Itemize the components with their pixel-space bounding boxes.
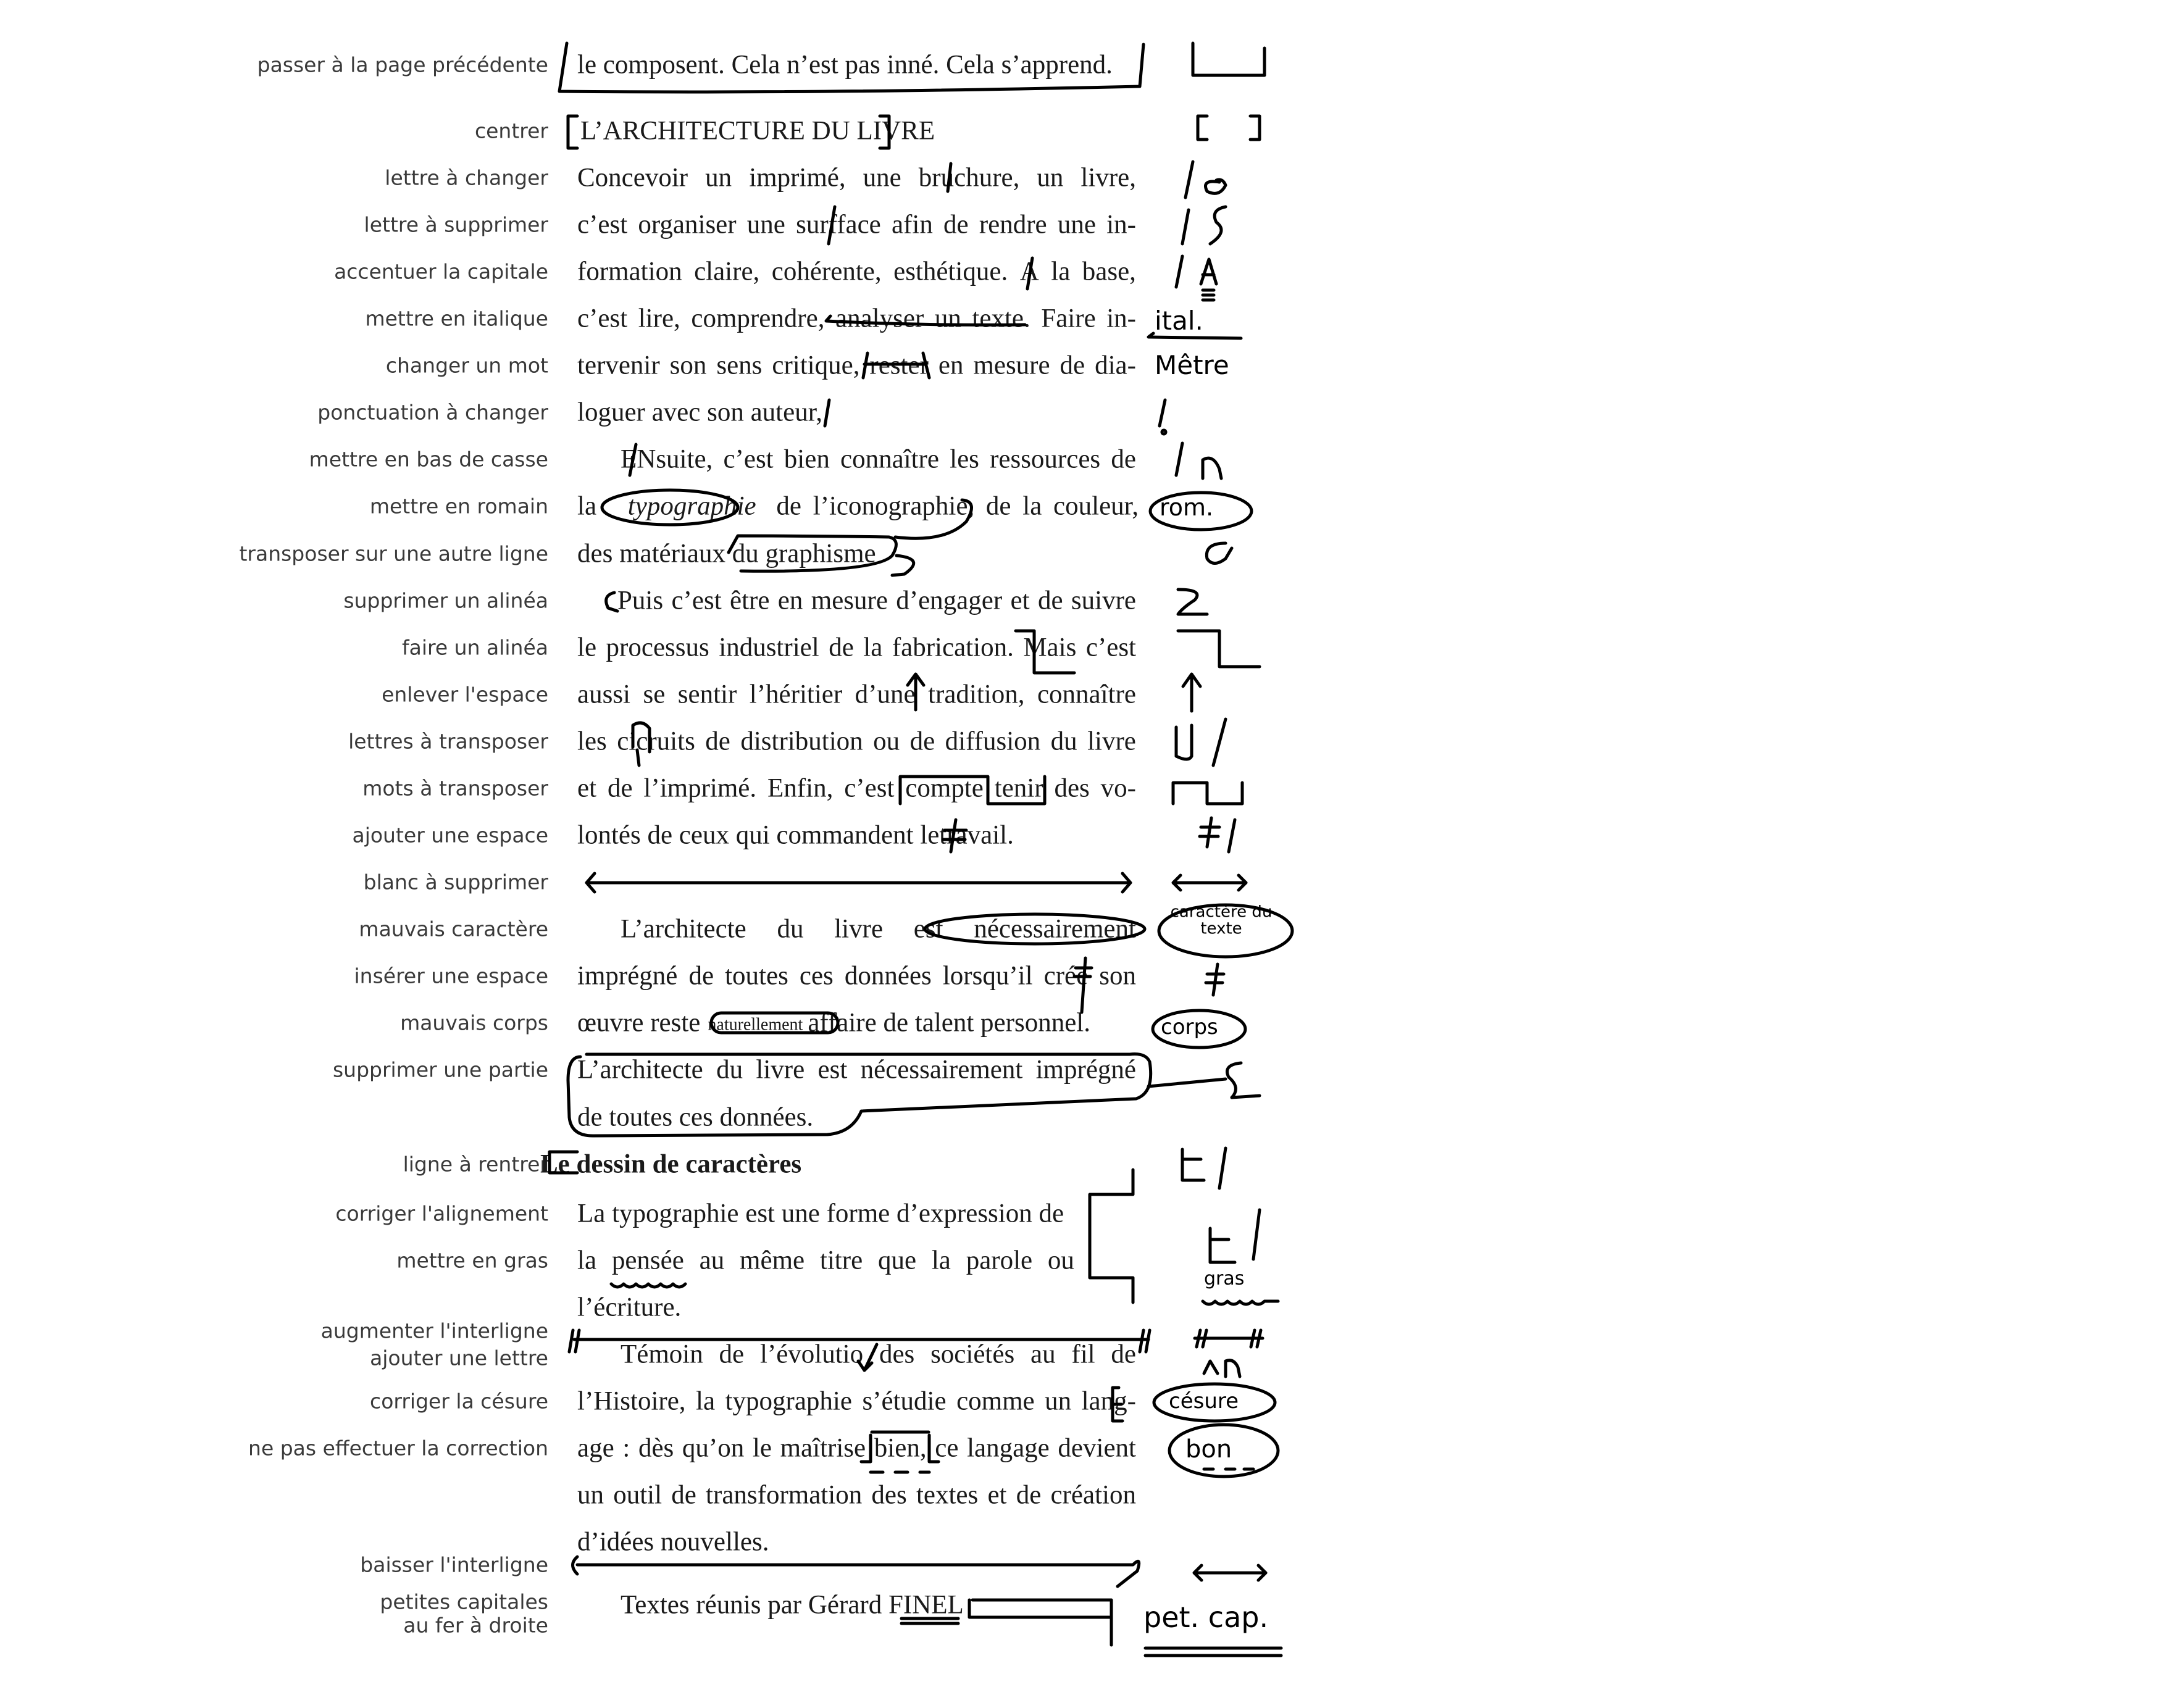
word: que: [877, 1246, 917, 1275]
chapter-title: L’ARCHITECTURE DU LIVRE: [580, 116, 935, 146]
mark-label: ne pas effectuer la correction: [248, 1436, 548, 1460]
word: claire,: [694, 257, 760, 286]
margin-note-cesure: césure: [1169, 1389, 1239, 1414]
word: de: [607, 773, 633, 803]
word: et: [577, 773, 597, 803]
text-line: loguer avec son auteur,: [577, 398, 823, 427]
credit-line: Textes réunis par Gérard FINEL: [621, 1590, 964, 1620]
mark-label: au fer à droite: [403, 1613, 548, 1638]
word: Mais: [1023, 633, 1077, 662]
word: in-: [1106, 210, 1136, 240]
text-fragment: affaire de talent personnel.: [808, 1008, 1090, 1038]
word: A: [1019, 257, 1039, 286]
text-line: [577, 1248, 1074, 1274]
mark-label: mettre en gras: [396, 1248, 548, 1273]
word: Faire: [1041, 304, 1096, 333]
word: un: [1045, 1386, 1072, 1416]
word: age: [577, 1433, 614, 1463]
word: aussi: [577, 680, 630, 709]
word: maîtrise: [780, 1433, 866, 1463]
mark-label: passer à la page précédente: [257, 52, 548, 77]
word: ce: [935, 1433, 959, 1463]
word: diffusion: [945, 727, 1041, 756]
margin-note-rom: rom.: [1160, 494, 1214, 521]
text-line: d’idées nouvelles.: [577, 1527, 769, 1557]
word: la: [696, 1386, 716, 1416]
mark-label: petites capitales: [380, 1589, 548, 1614]
word: imprégné: [577, 961, 678, 991]
mark-label: blanc à supprimer: [363, 870, 548, 894]
text-line: [577, 681, 1136, 708]
text-fragment: la: [577, 491, 597, 521]
mark-label: corriger l'alignement: [335, 1201, 548, 1226]
mark-label: corriger la césure: [370, 1389, 548, 1414]
word: tenir: [994, 773, 1043, 803]
word: la: [863, 633, 883, 662]
word: crée: [1043, 961, 1089, 991]
word: rendre: [979, 210, 1047, 240]
word: livre: [756, 1055, 805, 1085]
word: imprégné: [1035, 1055, 1136, 1085]
word: dès: [638, 1433, 674, 1463]
word: nécessairement: [974, 914, 1136, 944]
word: formation: [577, 257, 682, 286]
word: livre,: [1080, 163, 1136, 193]
word: l’évolutio: [759, 1339, 864, 1369]
word: dia-: [1095, 351, 1136, 380]
margin-note-corps: corps: [1161, 1015, 1218, 1039]
word: de: [829, 633, 854, 662]
word: toutes: [725, 961, 788, 991]
word: ENsuite,: [621, 444, 713, 474]
margin-note-bon: bon: [1185, 1435, 1232, 1464]
word: imprimé,: [749, 163, 846, 193]
mark-label: mettre en italique: [365, 306, 548, 331]
word: :: [622, 1433, 630, 1463]
mark-label: supprimer une partie: [332, 1057, 548, 1082]
word: cohérente,: [771, 257, 882, 286]
word: la: [1051, 257, 1071, 286]
text-line: [577, 1388, 1136, 1415]
mark-label: mots à transposer: [362, 776, 548, 801]
mark-label: lettres à transposer: [348, 729, 548, 754]
word: de: [1060, 351, 1085, 380]
text-line: [577, 446, 1136, 473]
word: c’est: [844, 773, 895, 803]
word: de: [1016, 1480, 1042, 1510]
word: se: [643, 680, 666, 709]
word: bien: [784, 444, 830, 474]
word: compte: [905, 773, 984, 803]
word: livre: [1087, 727, 1136, 756]
word: industriel: [719, 633, 819, 662]
word: au: [1030, 1339, 1056, 1369]
word: comprendre,: [691, 304, 825, 333]
word: le: [577, 633, 597, 662]
word: le: [752, 1433, 772, 1463]
small-word: naturellement: [708, 1015, 803, 1035]
word: mesure: [973, 351, 1050, 380]
word: base,: [1082, 257, 1136, 286]
word: l’héritier: [749, 680, 843, 709]
word: son: [669, 351, 707, 380]
word: et: [987, 1480, 1007, 1510]
word: un: [934, 304, 961, 333]
text-line: [577, 352, 1136, 379]
word: bien,: [874, 1433, 927, 1463]
text-line: [577, 1482, 1136, 1509]
text-line: [577, 1435, 1136, 1462]
word: ou: [1047, 1246, 1074, 1275]
word: fil: [1071, 1339, 1095, 1369]
word: afin: [891, 210, 933, 240]
word: lire,: [638, 304, 680, 333]
text-line: [577, 775, 1136, 802]
margin-note-ital: ital.: [1155, 306, 1203, 336]
text-line: de toutes ces données.: [577, 1102, 814, 1132]
mark-label: lettre à changer: [385, 165, 548, 190]
word: in-: [1106, 304, 1136, 333]
word: la: [577, 1246, 597, 1275]
mark-label: augmenter l'interligne: [320, 1318, 548, 1343]
word: rester: [869, 351, 929, 380]
word: transformation: [706, 1480, 863, 1510]
text-line: [577, 1010, 1136, 1036]
word: un: [577, 1480, 604, 1510]
margin-note-word: Mêtre: [1155, 350, 1229, 380]
mark-label: insérer une espace: [354, 964, 548, 988]
word: Enfin,: [767, 773, 834, 803]
mark-label: ajouter une espace: [352, 823, 548, 848]
word: de: [671, 1480, 696, 1510]
mark-label: ligne à rentrer: [403, 1152, 548, 1177]
text-line: le composent. Cela n’est pas inné. Cela s’apprend.: [577, 50, 1113, 80]
text-line: lontés de ceux qui commandent letravail.: [577, 820, 1014, 850]
word: même: [740, 1246, 805, 1275]
mark-label: accentuer la capitale: [334, 259, 548, 284]
word: lorsqu’il: [942, 961, 1033, 991]
word: c’est: [1085, 633, 1136, 662]
word: c’est: [577, 210, 628, 240]
word: son: [1099, 961, 1136, 991]
text-line: [577, 1057, 1136, 1083]
word: critique,: [772, 351, 860, 380]
word: processus: [606, 633, 709, 662]
word: comme: [956, 1386, 1035, 1416]
word: l’imprimé.: [643, 773, 757, 803]
mark-label: baisser l'interligne: [360, 1552, 548, 1577]
word: de: [705, 727, 730, 756]
word: sentir: [677, 680, 737, 709]
word: fabrication.: [892, 633, 1014, 662]
text-line: [577, 588, 1136, 614]
word: données: [844, 961, 932, 991]
word: s’étudie: [862, 1386, 947, 1416]
word: en: [777, 586, 803, 615]
word: les: [950, 444, 979, 474]
word: parole: [966, 1246, 1033, 1275]
word: typographie: [725, 1386, 852, 1416]
word: création: [1050, 1480, 1136, 1510]
word: être: [730, 586, 770, 615]
word: lang-: [1081, 1386, 1136, 1416]
mark-label: faire un alinéa: [402, 635, 548, 660]
word: L’architecte: [577, 1055, 703, 1085]
word: au: [699, 1246, 725, 1275]
word: bruchure,: [918, 163, 1020, 193]
italic-word: typographie: [627, 491, 756, 521]
word: et: [1010, 586, 1030, 615]
text-line: [577, 1341, 1136, 1368]
word: sens: [716, 351, 763, 380]
text-fragment: de l’iconographie, de la couleur,: [776, 491, 1139, 521]
word: en: [938, 351, 964, 380]
word: ou: [873, 727, 900, 756]
word: titre: [819, 1246, 863, 1275]
word: du: [716, 1055, 743, 1085]
word: du: [777, 914, 804, 944]
word: cicruits: [617, 727, 695, 756]
word: suivre: [1071, 586, 1136, 615]
word: l’Histoire,: [577, 1386, 686, 1416]
word: de: [688, 961, 714, 991]
text-line: [577, 491, 1139, 521]
word: organiser: [638, 210, 737, 240]
mark-label: enlever l'espace: [382, 682, 548, 707]
word: une: [863, 163, 901, 193]
word: distribution: [740, 727, 863, 756]
margin-note-caractere: caractère du texte: [1170, 902, 1273, 938]
word: texte.: [972, 304, 1030, 333]
word: les: [577, 727, 607, 756]
word: Concevoir: [577, 163, 688, 193]
word: de: [909, 727, 935, 756]
word: ces: [799, 961, 834, 991]
word: Témoin: [621, 1339, 703, 1369]
word: analyser: [835, 304, 924, 333]
text-line: [577, 212, 1136, 238]
word: de: [719, 1339, 745, 1369]
word: tervenir: [577, 351, 660, 380]
word: d’engager: [896, 586, 1003, 615]
mark-label: ajouter une lettre: [370, 1346, 548, 1370]
word: de: [943, 210, 969, 240]
margin-note-petcap: pet. cap.: [1143, 1601, 1269, 1634]
word: des: [871, 1480, 907, 1510]
word: devient: [1058, 1433, 1136, 1463]
word: outil: [613, 1480, 663, 1510]
mark-label: mauvais caractère: [359, 917, 548, 941]
text-line: [577, 916, 1136, 943]
word: ressources: [990, 444, 1101, 474]
word: esthétique.: [893, 257, 1008, 286]
word: de: [1111, 1339, 1136, 1369]
word: une: [746, 210, 785, 240]
word: pensée: [611, 1246, 684, 1275]
text-line: l’écriture.: [577, 1293, 682, 1322]
mark-label: transposer sur une autre ligne: [239, 541, 548, 566]
text-line: [577, 306, 1136, 332]
word: textes: [916, 1480, 979, 1510]
text-line: [577, 963, 1136, 989]
word: de: [1111, 444, 1136, 474]
text-line: [577, 165, 1136, 191]
word: nécessairement: [860, 1055, 1023, 1085]
word: langage: [967, 1433, 1050, 1463]
word: vo-: [1100, 773, 1136, 803]
word: une: [1057, 210, 1096, 240]
mark-label: supprimer un alinéa: [343, 588, 548, 613]
word: la: [931, 1246, 951, 1275]
mark-label: changer un mot: [385, 353, 548, 378]
word: c’est: [723, 444, 774, 474]
word: c’est: [671, 586, 722, 615]
margin-note-gras: gras: [1204, 1268, 1245, 1289]
word: un: [1037, 163, 1064, 193]
mark-label: ponctuation à changer: [317, 400, 548, 425]
text-line: La typographie est une forme d’expression de: [577, 1199, 1064, 1228]
word: connaître: [840, 444, 939, 474]
word: c’est: [577, 304, 628, 333]
mark-label: centrer: [474, 119, 548, 143]
word: livre: [834, 914, 884, 944]
word: qu’on: [682, 1433, 745, 1463]
word: Puis: [617, 586, 664, 615]
text-line: [577, 635, 1136, 661]
mark-label: mauvais corps: [400, 1010, 548, 1035]
text-line: [577, 728, 1136, 755]
word: connaître: [1037, 680, 1136, 709]
word: de: [1037, 586, 1063, 615]
mark-label: mettre en romain: [369, 494, 548, 519]
word: tradition,: [928, 680, 1025, 709]
word: L’architecte: [621, 914, 746, 944]
word: d’une: [855, 680, 916, 709]
word: un: [705, 163, 732, 193]
word: des: [879, 1339, 915, 1369]
word: est: [817, 1055, 848, 1085]
word: du: [1050, 727, 1077, 756]
word: mesure: [811, 586, 888, 615]
mark-label: mettre en bas de casse: [309, 447, 548, 472]
word: est: [913, 914, 943, 944]
section-heading: Le dessin de caractères: [540, 1149, 802, 1179]
mark-label: lettre à supprimer: [364, 212, 548, 237]
word: des: [1054, 773, 1090, 803]
word: surfface: [796, 210, 881, 240]
text-line: des matériaux du graphisme: [577, 539, 876, 569]
text-line: [577, 259, 1136, 285]
word: sociétés: [930, 1339, 1015, 1369]
text-fragment: œuvre reste: [577, 1008, 701, 1038]
